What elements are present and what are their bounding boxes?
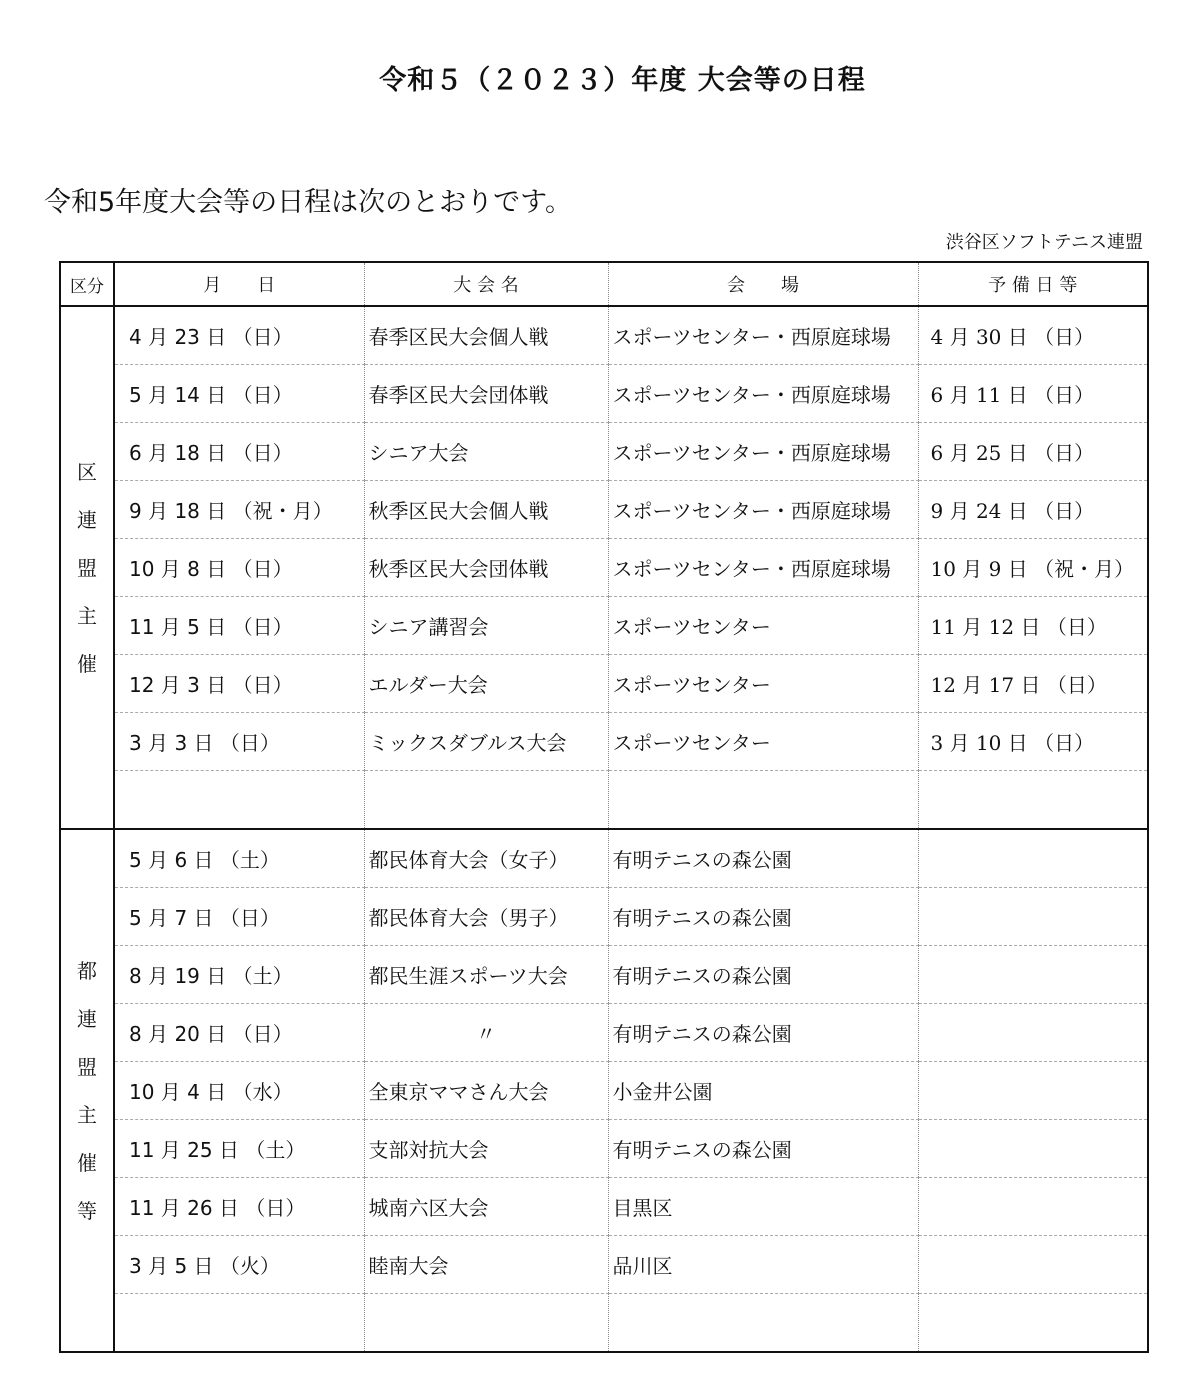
date-cell: 10 月 4 日 （水）: [114, 1062, 364, 1120]
page-title: 令和５（２０２３）年度 大会等の日程: [379, 65, 866, 96]
venue-cell: 小金井公園: [608, 1062, 918, 1120]
reserve-date-cell: [918, 1120, 1148, 1178]
intro-text: 令和5年度大会等の日程は次のとおりです。: [44, 187, 573, 218]
date-cell: 6 月 18 日 （日）: [114, 423, 364, 481]
event-name-cell: 秋季区民大会個人戦: [364, 481, 608, 539]
venue-cell: スポーツセンター・西原庭球場: [608, 306, 918, 365]
date-cell: 11 月 25 日 （土）: [114, 1120, 364, 1178]
reserve-date-cell: [918, 829, 1148, 888]
reserve-date-cell: [918, 946, 1148, 1004]
event-name-cell: シニア講習会: [364, 597, 608, 655]
venue-cell: スポーツセンター: [608, 655, 918, 713]
group-label: [60, 829, 114, 1352]
event-name-cell: シニア大会: [364, 423, 608, 481]
venue-cell: 有明テニスの森公園: [608, 1004, 918, 1062]
schedule-table: [59, 261, 1149, 1353]
date-cell: 11 月 26 日 （日）: [114, 1178, 364, 1236]
venue-cell: 目黒区: [608, 1178, 918, 1236]
event-name-cell: 都民体育大会（女子）: [364, 829, 608, 888]
event-name-cell: 支部対抗大会: [364, 1120, 608, 1178]
date-cell: [114, 1294, 364, 1353]
group-label-char: 催: [77, 1150, 97, 1175]
table-row: [60, 1004, 1148, 1062]
venue-cell: 有明テニスの森公園: [608, 1120, 918, 1178]
date-cell: 11 月 5 日 （日）: [114, 597, 364, 655]
reserve-date-cell: [918, 1062, 1148, 1120]
group-label-char: 盟: [77, 555, 97, 580]
table-header-row: [60, 262, 1148, 306]
table-row: [60, 771, 1148, 830]
venue-cell: スポーツセンター: [608, 597, 918, 655]
date-cell: 10 月 8 日 （日）: [114, 539, 364, 597]
reserve-date-cell: 10 月 9 日 （祝・月）: [918, 539, 1148, 597]
reserve-date-cell: [918, 771, 1148, 830]
event-name-cell: 〃: [364, 1004, 608, 1062]
reserve-date-cell: 6 月 11 日 （日）: [918, 365, 1148, 423]
event-name-cell: [364, 771, 608, 830]
reserve-date-cell: 6 月 25 日 （日）: [918, 423, 1148, 481]
group-label-char: 都: [77, 958, 97, 983]
date-cell: 12 月 3 日 （日）: [114, 655, 364, 713]
event-name-cell: 都民体育大会（男子）: [364, 888, 608, 946]
reserve-date-cell: [918, 1004, 1148, 1062]
table-row: [60, 539, 1148, 597]
table-row: [60, 306, 1148, 365]
event-name-cell: エルダー大会: [364, 655, 608, 713]
date-cell: 3 月 3 日 （日）: [114, 713, 364, 771]
table-row: [60, 946, 1148, 1004]
event-name-cell: [364, 1294, 608, 1353]
venue-cell: スポーツセンター・西原庭球場: [608, 539, 918, 597]
reserve-date-cell: [918, 1294, 1148, 1353]
table-row: [60, 481, 1148, 539]
reserve-date-cell: 3 月 10 日 （日）: [918, 713, 1148, 771]
group-label-char: 区: [77, 459, 97, 484]
reserve-date-cell: 4 月 30 日 （日）: [918, 306, 1148, 365]
date-cell: 5 月 7 日 （日）: [114, 888, 364, 946]
date-cell: 8 月 19 日 （土）: [114, 946, 364, 1004]
group-label-char: 盟: [77, 1054, 97, 1079]
table-row: [60, 597, 1148, 655]
event-name-cell: 春季区民大会団体戦: [364, 365, 608, 423]
table-row: [60, 713, 1148, 771]
date-cell: 9 月 18 日 （祝・月）: [114, 481, 364, 539]
group-label: [60, 306, 114, 829]
event-name-cell: ミックスダブルス大会: [364, 713, 608, 771]
date-cell: 8 月 20 日 （日）: [114, 1004, 364, 1062]
header-date: 月 日: [114, 262, 364, 306]
venue-cell: [608, 1294, 918, 1353]
event-name-cell: 秋季区民大会団体戦: [364, 539, 608, 597]
venue-cell: スポーツセンター・西原庭球場: [608, 423, 918, 481]
table-row: [60, 365, 1148, 423]
venue-cell: 有明テニスの森公園: [608, 829, 918, 888]
venue-cell: 品川区: [608, 1236, 918, 1294]
table-body: [60, 306, 1148, 1352]
venue-cell: [608, 771, 918, 830]
date-cell: 4 月 23 日 （日）: [114, 306, 364, 365]
reserve-date-cell: [918, 1236, 1148, 1294]
date-cell: 5 月 6 日 （土）: [114, 829, 364, 888]
venue-cell: 有明テニスの森公園: [608, 946, 918, 1004]
reserve-date-cell: 9 月 24 日 （日）: [918, 481, 1148, 539]
table-row: [60, 1178, 1148, 1236]
venue-cell: 有明テニスの森公園: [608, 888, 918, 946]
event-name-cell: 城南六区大会: [364, 1178, 608, 1236]
date-cell: [114, 771, 364, 830]
table-row: [60, 423, 1148, 481]
event-name-cell: 全東京ママさん大会: [364, 1062, 608, 1120]
header-venue: 会 場: [608, 262, 918, 306]
table-row: [60, 1236, 1148, 1294]
group-label-char: 連: [77, 1006, 97, 1031]
date-cell: 5 月 14 日 （日）: [114, 365, 364, 423]
venue-cell: スポーツセンター・西原庭球場: [608, 481, 918, 539]
table-row: [60, 888, 1148, 946]
group-label-char: 主: [77, 603, 97, 628]
date-cell: 3 月 5 日 （火）: [114, 1236, 364, 1294]
reserve-date-cell: 12 月 17 日 （日）: [918, 655, 1148, 713]
reserve-date-cell: [918, 1178, 1148, 1236]
organization-name: 渋谷区ソフトテニス連盟: [945, 232, 1143, 253]
table-row: [60, 1062, 1148, 1120]
reserve-date-cell: 11 月 12 日 （日）: [918, 597, 1148, 655]
header-event: 大 会 名: [364, 262, 608, 306]
table-row: [60, 829, 1148, 888]
event-name-cell: 春季区民大会個人戦: [364, 306, 608, 365]
group-label-char: 催: [77, 651, 97, 676]
table-row: [60, 655, 1148, 713]
reserve-date-cell: [918, 888, 1148, 946]
venue-cell: スポーツセンター・西原庭球場: [608, 365, 918, 423]
event-name-cell: 睦南大会: [364, 1236, 608, 1294]
header-reserve: 予 備 日 等: [918, 262, 1148, 306]
group-label-char: 主: [77, 1102, 97, 1127]
table-row: [60, 1120, 1148, 1178]
event-name-cell: 都民生涯スポーツ大会: [364, 946, 608, 1004]
group-label-char: 等: [77, 1198, 97, 1223]
table-row: [60, 1294, 1148, 1353]
group-label-char: 連: [77, 507, 97, 532]
header-category: 区分: [60, 262, 114, 306]
venue-cell: スポーツセンター: [608, 713, 918, 771]
